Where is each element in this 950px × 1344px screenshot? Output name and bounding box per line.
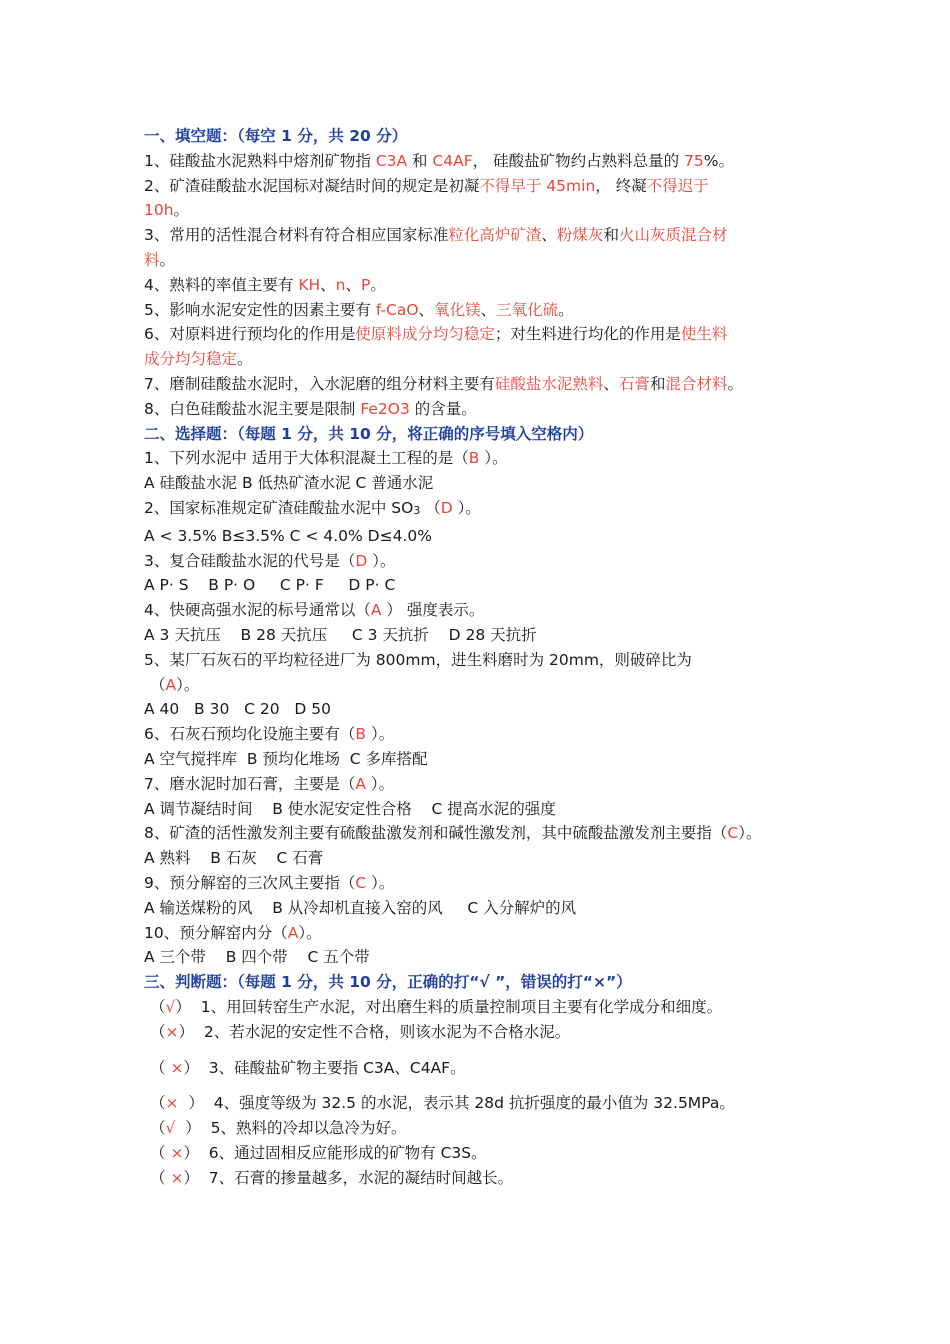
choice-question-5-cont: （A）。: [150, 675, 200, 694]
answer: √: [165, 1119, 176, 1138]
choice-options-3: A P· S B P· O C P· F D P· C: [144, 576, 396, 595]
answer: D: [440, 498, 453, 517]
answer: f-CaO: [375, 300, 419, 319]
judge-item-5: （√ ） 5、熟料的冷却以急冷为好。: [150, 1119, 407, 1138]
answer: 石膏: [618, 374, 650, 393]
judge-item-4: （× ） 4、强度等级为 32.5 的水泥，表示其 28d 抗折强度的最小值为 32.5MPa。: [150, 1094, 735, 1113]
choice-question-8: 8、矿渣的活性激发剂主要有硫酸盐激发剂和碱性激发剂，其中硫酸盐激发剂主要指（C）。: [144, 824, 762, 843]
choice-question-6: 6、石灰石预均化设施主要有（B ）。: [144, 725, 395, 744]
answer: C: [355, 873, 367, 892]
answer: C: [727, 824, 739, 843]
answer: 不得早于 45min: [479, 176, 596, 195]
answer: C4AF: [432, 151, 473, 170]
choice-question-7: 7、磨水泥时加石膏，主要是（A ）。: [144, 774, 395, 793]
fill-item-5: 5、影响水泥安定性的因素主要有 f-CaO、氧化镁、三氧化硫。: [144, 300, 574, 319]
answer: 硅酸盐水泥熟料: [494, 374, 604, 393]
choice-question-10: 10、预分解窑内分（A）。: [144, 923, 322, 942]
fill-item-6: 6、对原料进行预均化的作用是使原料成分均匀稳定；对生料进行均化的作用是使生料: [144, 325, 728, 344]
answer: 料: [144, 250, 160, 269]
answer: √: [165, 997, 176, 1016]
fill-item-3: 3、常用的活性混合材料有符合相应国家标准粒化高炉矿渣、粉煤灰和火山灰质混合材: [144, 226, 728, 245]
document-page: [144, 124, 814, 1190]
answer: 火山灰质混合材: [618, 226, 728, 245]
section1-title: 一、填空题：（每空 1 分，共 20 分）: [144, 127, 408, 145]
answer: ×: [170, 1143, 184, 1162]
fill-item-2-cont: 10h。: [144, 201, 190, 220]
choice-question-9: 9、预分解窑的三次风主要指（C ）。: [144, 873, 395, 892]
answer: KH: [298, 275, 321, 294]
choice-options-4: A 3 天抗压 B 28 天抗压 C 3 天抗折 D 28 天抗折: [144, 625, 537, 644]
answer: Fe2O3: [360, 399, 410, 418]
fill-item-7: 7、磨制硅酸盐水泥时，入水泥磨的组分材料主要有硅酸盐水泥熟料、石膏和混合材料。: [144, 374, 743, 393]
choice-question-4: 4、快硬高强水泥的标号通常以（A ） 强度表示。: [144, 601, 485, 620]
answer: B: [355, 725, 367, 744]
answer: 氧化镁: [434, 300, 481, 319]
answer: ×: [165, 1022, 179, 1041]
answer: D: [355, 551, 368, 570]
choice-options-9: A 输送煤粉的风 B 从冷却机直接入窑的风 C 入分解炉的风: [144, 898, 577, 917]
answer: A: [370, 601, 382, 620]
choice-question-1: 1、下列水泥中 适用于大体积混凝土工程的是（B ）。: [144, 449, 508, 468]
answer: 不得迟于: [646, 176, 709, 195]
choice-options-8: A 熟料 B 石灰 C 石膏: [144, 849, 324, 868]
fill-item-8: 8、白色硅酸盐水泥主要是限制 Fe2O3 的含量。: [144, 399, 477, 418]
judge-item-7: （ ×） 7、石膏的掺量越多，水泥的凝结时间越长。: [150, 1168, 514, 1187]
answer: 混合材料: [665, 374, 728, 393]
judge-item-1: （√） 1、用回转窑生产水泥，对出磨生料的质量控制项目主要有化学成分和细度。: [150, 997, 723, 1016]
answer: 10h: [144, 201, 174, 220]
judge-item-6: （ ×） 6、通过固相反应能形成的矿物有 C3S。: [150, 1143, 487, 1162]
fill-item-1: 1、硅酸盐水泥熟料中熔剂矿物指 C3A 和 C4AF， 硅酸盐矿物约占熟料总量的 75%。: [144, 151, 734, 170]
choice-options-1: A 硅酸盐水泥 B 低热矿渣水泥 C 普通水泥: [144, 474, 434, 493]
answer: B: [468, 449, 480, 468]
answer: ×: [165, 1094, 179, 1113]
answer: 粉煤灰: [556, 226, 604, 245]
answer: ×: [170, 1168, 184, 1187]
judge-item-3: （ ×） 3、硅酸盐矿物主要指 C3A、C4AF。: [150, 1059, 466, 1078]
answer: 使原料成分均匀稳定: [355, 325, 495, 344]
answer: 使生料: [680, 325, 728, 344]
answer: P: [361, 275, 371, 294]
choice-question-2: 2、国家标准规定矿渣硅酸盐水泥中 $SO_3$ （D ）。: [144, 498, 481, 517]
answer: 三氧化硫: [496, 300, 559, 319]
answer: A: [165, 675, 177, 694]
answer: ×: [170, 1059, 184, 1078]
answer: n: [335, 275, 346, 294]
section3-title: 三、判断题：（每题 1 分，共 10 分，正确的打“√ ”，错误的打“×”）: [144, 973, 632, 992]
judge-item-2: （×） 2、若水泥的安定性不合格，则该水泥为不合格水泥。: [150, 1022, 571, 1041]
section2-title: 二、选择题：（每题 1 分，共 10 分，将正确的序号填入空格内）: [144, 424, 594, 443]
fill-item-2: 2、矿渣硅酸盐水泥国标对凝结时间的规定是初凝不得早于 45min， 终凝不得迟于: [144, 176, 709, 195]
choice-question-3: 3、复合硅酸盐水泥的代号是（D ）。: [144, 551, 396, 570]
choice-options-2: A < 3.5% B≤3.5% C < 4.0% D≤4.0%: [144, 526, 432, 545]
answer: C3A: [375, 151, 408, 170]
fill-item-3-cont: 料。: [144, 250, 176, 269]
choice-question-5: 5、某厂石灰石的平均粒径进厂为 800mm，进生料磨时为 20mm，则破碎比为: [144, 650, 692, 669]
choice-options-7: A 调节凝结时间 B 使水泥安定性合格 C 提高水泥的强度: [144, 799, 556, 818]
answer: 粒化高炉矿渣: [448, 226, 542, 245]
choice-options-6: A 空气搅拌库 B 预均化堆场 C 多库搭配: [144, 749, 428, 768]
choice-options-5: A 40 B 30 C 20 D 50: [144, 700, 331, 719]
answer: 75: [684, 151, 704, 170]
fill-item-6-cont: 成分均匀稳定。: [144, 350, 253, 369]
fill-item-4: 4、熟料的率值主要有 KH、n、P。: [144, 275, 386, 294]
answer: 成分均匀稳定: [144, 350, 238, 369]
answer: A: [287, 923, 299, 942]
choice-options-10: A 三个带 B 四个带 C 五个带: [144, 948, 370, 967]
answer: A: [355, 774, 366, 793]
